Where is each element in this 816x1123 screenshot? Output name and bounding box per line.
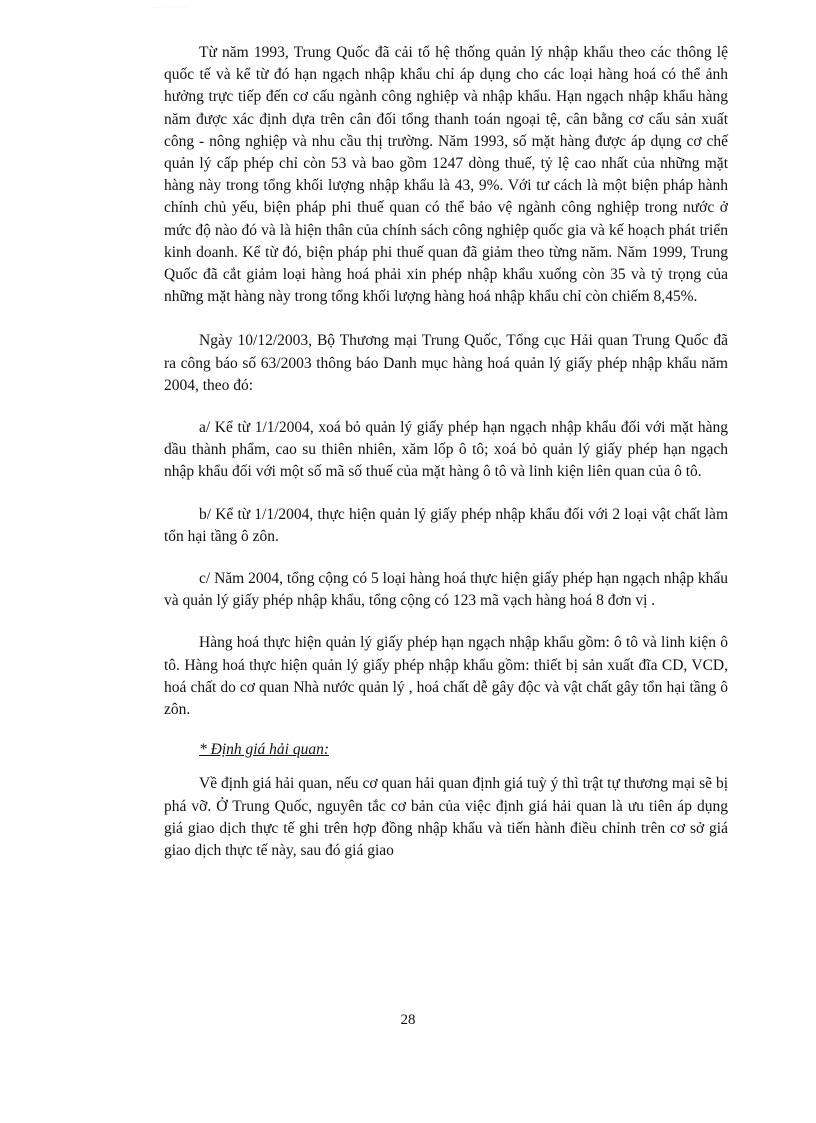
body-paragraph: Về định giá hải quan, nếu cơ quan hải quan định giá tuỳ ý thì trật tự thương mại sẽ bị phá vỡ. Ở Trung Quốc, nguyên tắc cơ bản của việc định giá hải quan là ưu tiên áp dụng giá giao dịch thực tế ghi trên hợp đồng nhập khẩu và tiến hành điều chỉnh trên cơ sở giá giao dịch thực tế này, sau đó giá giao xyxy=(164,775,728,860)
page-number: 28 xyxy=(400,1012,416,1028)
section-heading: * Định giá hải quan: xyxy=(199,741,330,759)
body-paragraph: Hàng hoá thực hiện quản lý giấy phép hạn ngạch nhập khẩu gồm: ô tô và linh kiện ô tô. Hàng hoá thực hiện quản lý giấy phép nhập khẩu gồm: thiết bị sản xuất đĩa CD, VCD, hoá chất do cơ quan Nhà nước quản lý , hoá chất dễ gây độc và vật chất gây tổn hại tầng ô zôn. xyxy=(164,634,728,719)
scan-artifact: ····· ····· ·· ·· xyxy=(150,6,189,10)
body-paragraph: Ngày 10/12/2003, Bộ Thương mại Trung Quốc, Tổng cục Hải quan Trung Quốc đã ra công báo số 63/2003 thông báo Danh mục hàng hoá quản lý giấy phép nhập khẩu năm 2004, theo đó: xyxy=(164,332,728,394)
document-body xyxy=(164,42,728,862)
list-item-a: a/ Kể từ 1/1/2004, xoá bỏ quản lý giấy phép hạn ngạch nhập khẩu đối với mặt hàng dầu thành phẩm, cao su thiên nhiên, xăm lốp ô tô; xoá bỏ quản lý giấy phép hạn ngạch nhập khẩu đối với một số mã số thuế của mặt hàng ô tô và linh kiện liên quan của ô tô. xyxy=(164,419,728,481)
list-item-c: c/ Năm 2004, tổng cộng có 5 loại hàng hoá thực hiện giấy phép hạn ngạch nhập khẩu và quản lý giấy phép nhập khẩu, tổng cộng có 123 mã vạch hàng hoá 8 đơn vị . xyxy=(164,570,728,610)
body-paragraph: Từ năm 1993, Trung Quốc đã cải tổ hệ thống quản lý nhập khẩu theo các thông lệ quốc tế và kể từ đó hạn ngạch nhập khẩu chỉ áp dụng cho các loại hàng hoá có thể ảnh hưởng trực tiếp đến cơ cấu ngành công nghiệp và nhập khẩu. Hạn ngạch nhập khẩu hàng năm được xác định dựa trên cân đối tổng thanh toán ngoại tệ, cân bằng cơ cấu sản xuất công - nông nghiệp và nhu cầu thị trường. Năm 1993, số mặt hàng được áp dụng cơ chế quản lý cấp phép chỉ còn 53 và bao gồm 1247 dòng thuế, tỷ lệ cao nhất của những mặt hàng này trong tổng khối lượng nhập khẩu là 43, 9%. Với tư cách là một biện pháp hành chính chủ yếu, biện pháp phi thuế quan có thể bảo vệ ngành công nghiệp trong nước ở mức độ nào đó và là hiện thân của chính sách công nghiệp quốc gia và kế hoạch phát triển kinh doanh. Kể từ đó, biện pháp phi thuế quan đã giảm theo từng năm. Năm 1999, Trung Quốc đã cắt giảm loại hàng hoá phải xin phép nhập khẩu xuống còn 35 và tỷ trọng của những mặt hàng này trong tổng khối lượng hàng hoá nhập khẩu chỉ còn chiếm 8,45%. xyxy=(164,44,728,306)
list-item-b: b/ Kể từ 1/1/2004, thực hiện quản lý giấy phép nhập khẩu đối với 2 loại vật chất làm tổn hại tầng ô zôn. xyxy=(164,505,728,545)
